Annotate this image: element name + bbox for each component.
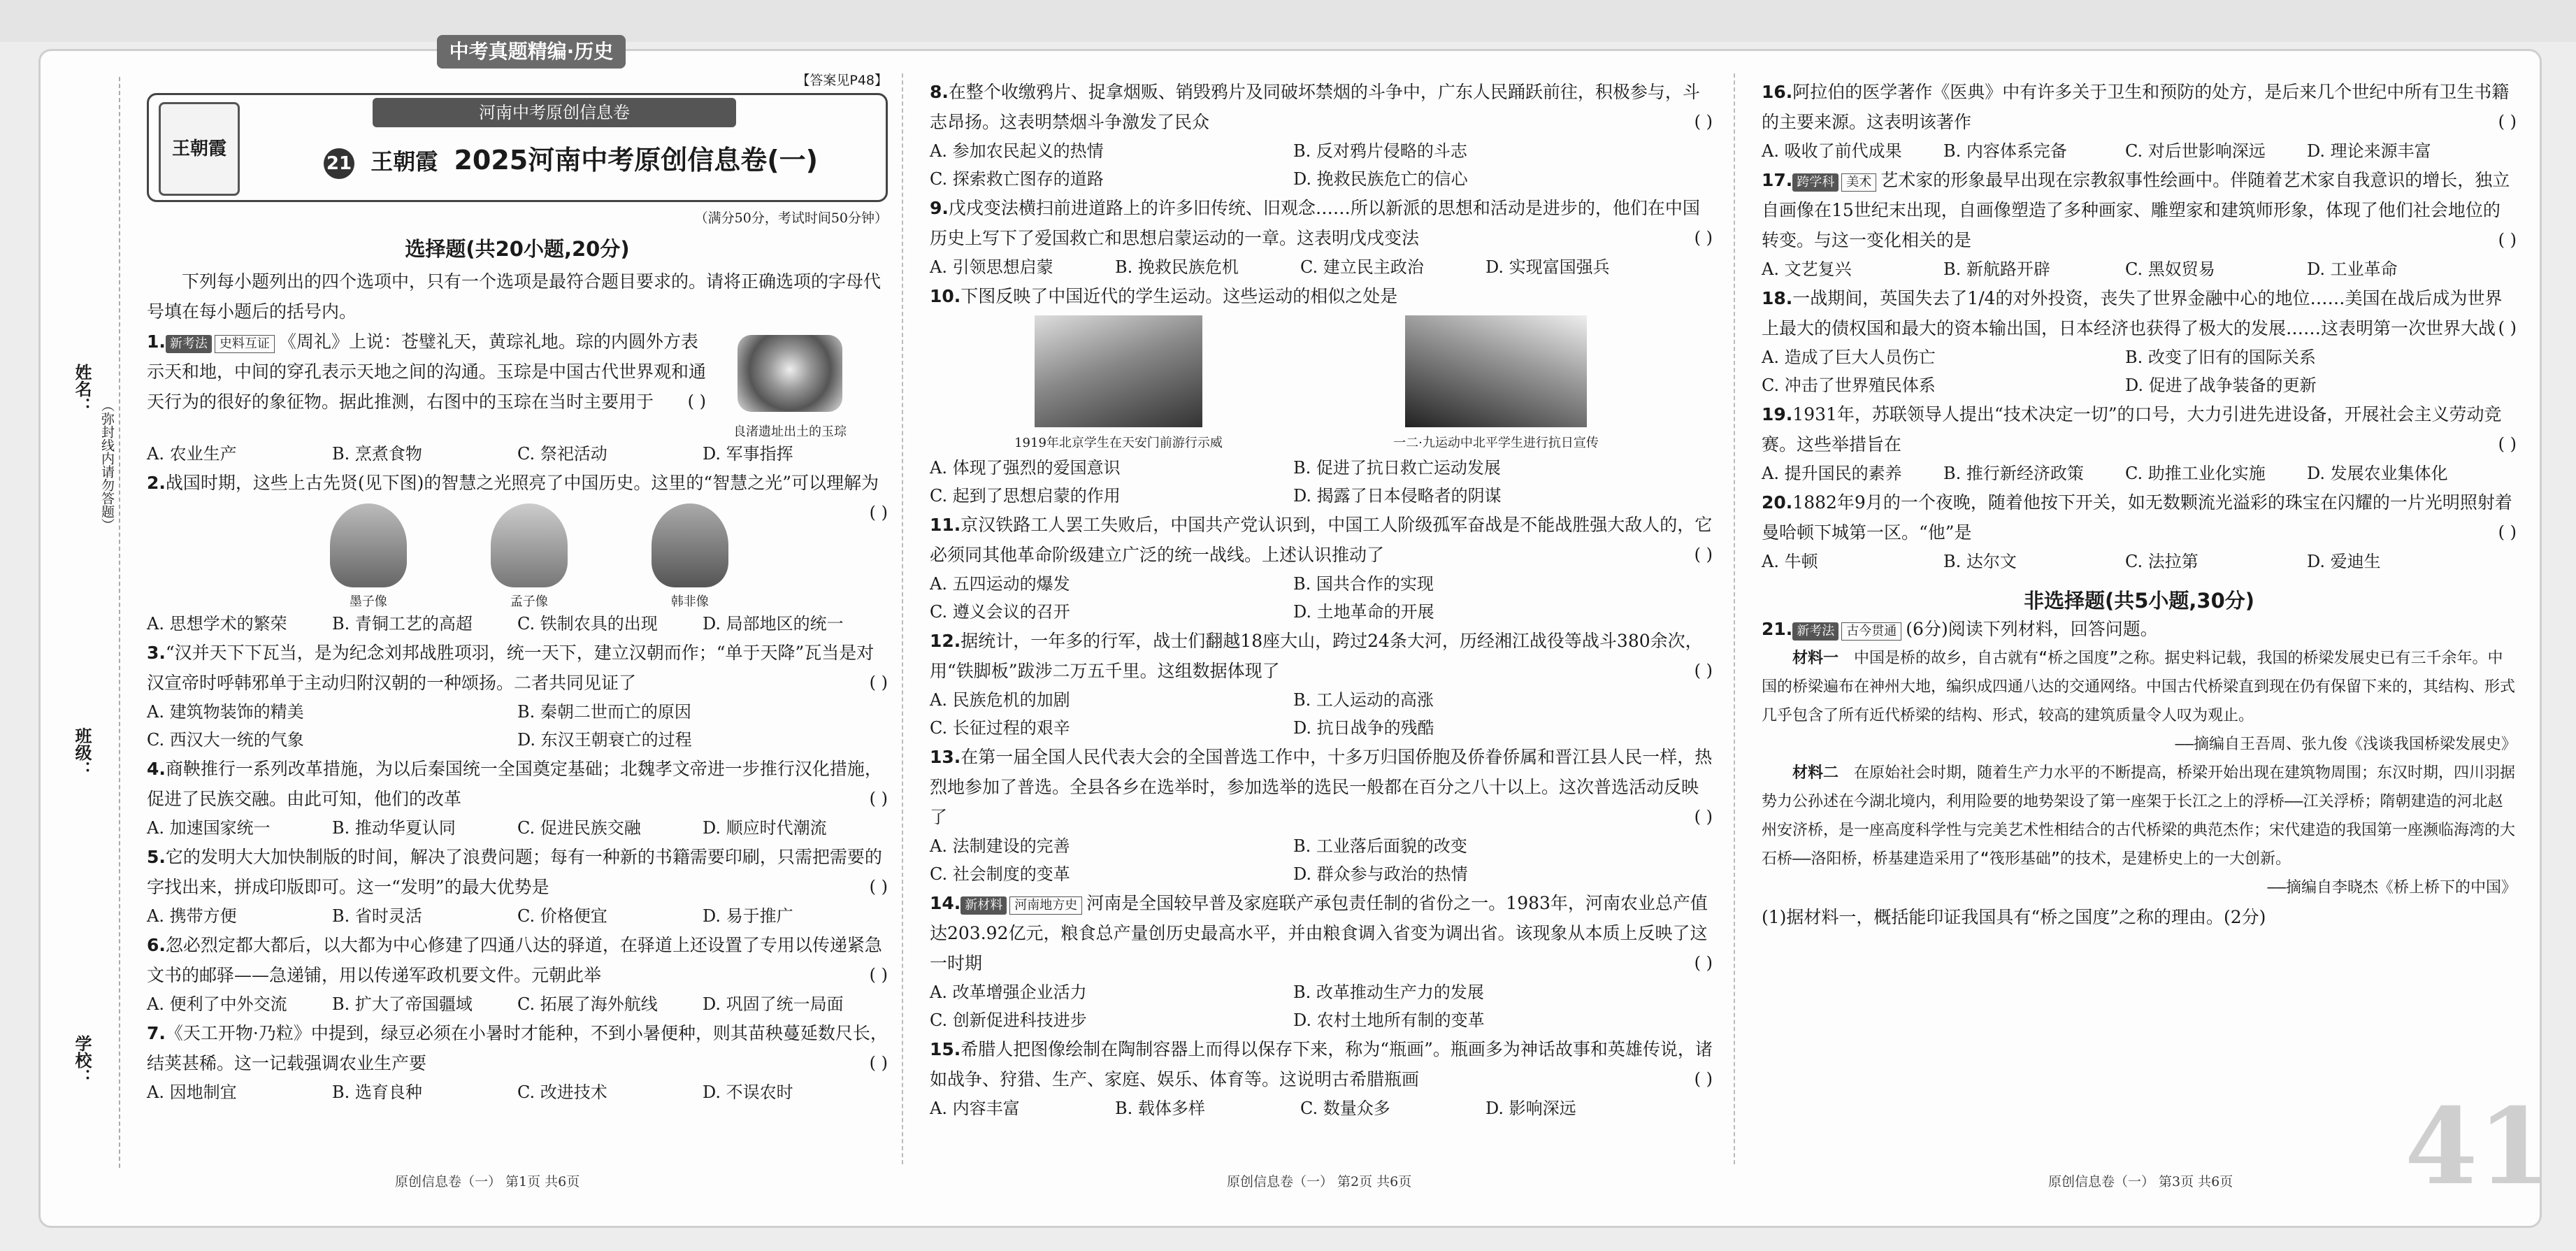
q5-number: 5. (147, 847, 166, 867)
q18-answer-blank[interactable]: ( ) (2498, 318, 2517, 338)
q20-number: 20. (1762, 492, 1793, 513)
q18-option-b[interactable]: B. 改变了旧有的国际关系 (2125, 348, 2316, 367)
material-2-source: ——摘编自李晓杰《桥上桥下的中国》 (2267, 879, 2517, 896)
material-2-text: 在原始社会时期，随着生产力水平的不断提高，桥梁开始出现在建筑物周围；东汉时期，四川羽据势力公孙述在今湖北境内，利用险要的地势架设了第一座架于长江之上的浮桥——江关浮桥；隋朝建造的河北赵州安济桥，是一座高度科学性与完美艺术性相结合的古代桥梁的典范杰作；宋代建造的我国第一座濒临海湾的大石桥——洛阳桥，桥基建造采用了“筏形基础”的技术，是建桥史上的一大创新。 (1762, 764, 2516, 868)
q17-option-d[interactable]: D. 工业革命 (2307, 259, 2398, 279)
q19-answer-blank[interactable]: ( ) (2498, 434, 2517, 454)
q12-text: 据统计，一年多的行军，战士们翻越18座大山，跨过24条大河，历经湘江战役等战斗380余次，用“铁脚板”跋涉二万五千里。这组数据体现了 (930, 631, 1703, 681)
school-label: 学校： (72, 1035, 92, 1085)
q1-option-b[interactable]: B. 烹煮食物 (332, 444, 422, 464)
q9-option-c[interactable]: C. 建立民主政治 (1300, 257, 1424, 277)
q4-option-b[interactable]: B. 推动华夏认同 (332, 818, 456, 838)
q19-option-a[interactable]: A. 提升国民的素养 (1762, 464, 1902, 483)
seal-line (119, 77, 120, 1168)
mencius-caption: 孟子像 (510, 594, 548, 609)
q3-options-row1 (147, 698, 888, 726)
q3-number: 3. (147, 643, 166, 663)
q10-number: 10. (930, 286, 961, 306)
q14-option-d[interactable]: D. 农村土地所有制的变革 (1293, 1010, 1485, 1030)
q3-text: “汉并天下下瓦当，是为纪念刘邦战胜项羽，统一天下，建立汉朝而作；“单于天降”瓦当是对汉宣帝时呼韩邪单于主动归附汉朝的一种颂扬。二者共同见证了 (147, 643, 875, 693)
q8-option-a[interactable]: A. 参加农民起义的热情 (930, 141, 1104, 161)
q1-answer-blank[interactable]: ( ) (687, 392, 706, 411)
q18-option-a[interactable]: A. 造成了巨大人员伤亡 (1762, 348, 1936, 367)
q2-options (147, 610, 888, 638)
class-label: 班级： (72, 727, 92, 778)
q16-number: 16. (1762, 82, 1793, 102)
q15-options (930, 1094, 1713, 1122)
q20-option-b[interactable]: B. 达尔文 (1943, 552, 2017, 571)
q8-option-d[interactable]: D. 挽救民族危亡的信心 (1293, 169, 1468, 189)
exam-note: （满分50分，考试时间50分钟） (694, 210, 888, 226)
q13-options-row2 (930, 860, 1713, 888)
q15-option-b[interactable]: B. 载体多样 (1115, 1099, 1205, 1118)
q5-option-b[interactable]: B. 省时灵活 (332, 906, 422, 926)
q8-option-c[interactable]: C. 探索救亡图存的道路 (930, 169, 1104, 189)
q14-tag-local: 河南地方史 (1009, 896, 1082, 915)
footer-page-3: 原创信息卷（一） 第3页 共6页 (2048, 1174, 2233, 1189)
q9-option-a[interactable]: A. 引领思想启蒙 (930, 257, 1053, 277)
q8-number: 8. (930, 82, 949, 102)
question-4 (147, 754, 888, 814)
q9-options (930, 253, 1713, 281)
question-5 (147, 842, 888, 902)
question-9 (930, 193, 1713, 253)
column-2 (930, 77, 1713, 1122)
q8-text: 在整个收缴鸦片、捉拿烟贩、销毁鸦片及同破坏禁烟的斗争中，广东人民踊跃前往，积极参与，斗志昂扬。这表明禁烟斗争激发了民众 (930, 82, 1700, 132)
material-1-text: 中国是桥的故乡，自古就有“桥之国度”之称。据史料记载，我国的桥梁发展史已有三千余年。中国的桥梁遍布在神州大地，编织成四通八达的交通网络。中国古代桥梁直到现在仍有保留下来的，其结构、形式几乎包含了所有近代桥梁的结构、形式，较高的建筑质量令人叹为观止。 (1762, 650, 2516, 724)
q7-option-d[interactable]: D. 不误农时 (703, 1082, 793, 1102)
q1-caption: 良渚遗址出土的玉琮 (733, 424, 847, 439)
question-8 (930, 77, 1713, 137)
q13-answer-blank[interactable]: ( ) (1694, 807, 1713, 827)
answer-ref: 【答案见P48】 (796, 73, 888, 88)
name-label: 姓名： (72, 364, 92, 414)
q2-option-a[interactable]: A. 思想学术的繁荣 (147, 614, 287, 634)
q20-option-c[interactable]: C. 法拉第 (2125, 552, 2199, 571)
q9-answer-blank[interactable]: ( ) (1694, 228, 1713, 248)
q21-text: (6分)阅读下列材料，回答问题。 (1906, 619, 2158, 639)
q10-option-c[interactable]: C. 起到了思想启蒙的作用 (930, 486, 1121, 506)
q17-options (1762, 255, 2517, 283)
question-2 (147, 468, 888, 522)
top-band (0, 0, 2576, 42)
q7-text: 《天工开物·乃粒》中提到，绿豆必须在小暑时才能种，不到小暑便种，则其苗秧蔓延数尺长，结荚甚稀。这一记载强调农业生产要 (147, 1023, 888, 1073)
title-block (147, 93, 888, 202)
section-1-intro: 下列每小题列出的四个选项中，只有一个选项是最符合题目要求的。请将正确选项的字母代号填在每小题后的括号内。 (147, 271, 882, 322)
q21-tag-new: 新考法 (1792, 622, 1839, 641)
may-fourth-photo (1035, 315, 1202, 427)
q19-option-d[interactable]: D. 发展农业集体化 (2307, 464, 2448, 483)
q13-option-c[interactable]: C. 社会制度的变革 (930, 864, 1070, 884)
q18-text: 一战期间，英国失去了1/4的对外投资，丧失了世界金融中心的地位……美国在战后成为世界上最大的债权国和最大的资本输出国，日本经济也获得了极大的发展……这表明第一次世界大战 (1762, 288, 2503, 338)
footer-page-2: 原创信息卷（一） 第2页 共6页 (1227, 1174, 1412, 1189)
q16-option-a[interactable]: A. 吸收了前代成果 (1762, 141, 1902, 161)
q10-caption-1: 1919年北京学生在天安门前游行示威 (1014, 436, 1223, 450)
q10-option-b[interactable]: B. 促进了抗日救亡运动发展 (1293, 458, 1501, 478)
q11-answer-blank[interactable]: ( ) (1694, 545, 1713, 564)
q1-option-c[interactable]: C. 祭祀活动 (517, 444, 607, 464)
q2-option-c[interactable]: C. 铁制农具的出现 (517, 614, 658, 634)
q9-option-d[interactable]: D. 实现富国强兵 (1485, 257, 1610, 277)
q12-number: 12. (930, 631, 961, 651)
q20-option-d[interactable]: D. 爱迪生 (2307, 552, 2381, 571)
q4-options (147, 814, 888, 842)
q14-answer-blank[interactable]: ( ) (1694, 953, 1713, 973)
q21-number: 21. (1762, 619, 1793, 639)
q17-option-c[interactable]: C. 黑奴贸易 (2125, 259, 2215, 279)
q14-tag-new: 新材料 (960, 896, 1007, 915)
q8-option-b[interactable]: B. 反对鸦片侵略的斗志 (1293, 141, 1467, 161)
q17-text: 艺术家的形象最早出现在宗教叙事性绘画中。伴随着艺术家自我意识的增长，独立自画像在15世纪末出现，自画像塑造了多种画家、雕塑家和建筑师形象，体现了他们社会地位的转变。与这一变化相关的是 (1762, 170, 2510, 250)
question-11 (930, 510, 1713, 570)
section-2-heading: 非选择题(共5小题,30分) (2023, 589, 2255, 613)
q15-number: 15. (930, 1039, 961, 1059)
q3-option-b[interactable]: B. 秦朝二世而亡的原因 (517, 702, 691, 722)
q17-option-a[interactable]: A. 文艺复兴 (1762, 259, 1852, 279)
q10-options-row2 (930, 482, 1713, 510)
q11-text: 京汉铁路工人罢工失败后，中国共产党认识到，中国工人阶级孤军奋战是不能战胜强大敌人的，它必须同其他革命阶级建立广泛的统一战线。上述认识推动了 (930, 515, 1713, 565)
q10-photos (972, 315, 1713, 451)
q11-option-b[interactable]: B. 国共合作的实现 (1293, 574, 1434, 594)
brand-text: 王朝霞 (370, 148, 438, 175)
q21-sub-question-1: (1)据材料一，概括能印证我国具有“桥之国度”之称的理由。(2分) (1762, 907, 2266, 927)
hanfei-caption: 韩非像 (670, 594, 709, 609)
column-1 (147, 70, 888, 1106)
jade-cong-image (737, 335, 842, 412)
q17-option-b[interactable]: B. 新航路开辟 (1943, 259, 2050, 279)
column-divider-1 (902, 73, 903, 1164)
q4-option-d[interactable]: D. 顺应时代潮流 (703, 818, 827, 838)
q7-option-c[interactable]: C. 改进技术 (517, 1082, 607, 1102)
q1-option-d[interactable]: D. 军事指挥 (703, 444, 793, 464)
q5-answer-blank[interactable]: ( ) (869, 877, 888, 896)
column-3 (1762, 77, 2517, 932)
q3-option-d[interactable]: D. 东汉王朝衰亡的过程 (517, 730, 692, 750)
q17-answer-blank[interactable]: ( ) (2498, 230, 2517, 250)
q18-option-d[interactable]: D. 促进了战争装备的更新 (2125, 376, 2317, 395)
q16-option-d[interactable]: D. 理论来源丰富 (2307, 141, 2431, 161)
exam-title: 2025河南中考原创信息卷(一) (454, 145, 818, 176)
q3-options-row2 (147, 726, 888, 754)
q5-option-a[interactable]: A. 携带方便 (147, 906, 237, 926)
q20-option-a[interactable]: A. 牛顿 (1762, 552, 1818, 571)
q2-answer-blank[interactable]: ( ) (869, 503, 888, 522)
q19-option-c[interactable]: C. 助推工业化实施 (2125, 464, 2266, 483)
q6-option-d[interactable]: D. 巩固了统一局面 (703, 994, 844, 1014)
q1-number: 1. (147, 331, 166, 352)
footer-page-1: 原创信息卷（一） 第1页 共6页 (395, 1174, 580, 1189)
q15-option-a[interactable]: A. 内容丰富 (930, 1099, 1020, 1118)
question-17 (1762, 165, 2517, 255)
q8-options-row1 (930, 137, 1713, 165)
material-1-label: 材料一 (1792, 650, 1839, 667)
q16-option-b[interactable]: B. 内容体系完备 (1943, 141, 2067, 161)
q6-number: 6. (147, 935, 166, 955)
q7-options (147, 1078, 888, 1106)
q12-option-d[interactable]: D. 抗日战争的残酷 (1293, 718, 1434, 738)
q6-option-b[interactable]: B. 扩大了帝国疆域 (332, 994, 473, 1014)
q15-text: 希腊人把图像绘制在陶制容器上而得以保存下来，称为“瓶画”。瓶画多为神话故事和英雄传说，诸如战争、狩猎、生产、家庭、娱乐、体育等。这说明古希腊瓶画 (930, 1039, 1713, 1089)
mozi-portrait (330, 503, 407, 587)
q18-options-row2 (1762, 371, 2517, 399)
q18-option-c[interactable]: C. 冲击了世界殖民体系 (1762, 376, 1936, 395)
q10-text: 下图反映了中国近代的学生运动。这些运动的相似之处是 (960, 286, 1398, 306)
question-7 (147, 1018, 888, 1078)
q3-answer-blank[interactable]: ( ) (869, 673, 888, 692)
material-1 (1762, 644, 2517, 730)
question-1 (147, 327, 888, 440)
question-6 (147, 930, 888, 990)
header-banner: 中考真题精编·历史 (437, 35, 626, 69)
q6-text: 忽必烈定都大都后，以大都为中心修建了四通八达的驿道，在驿道上还设置了专用以传递紧急文书的邮驿——急递铺，用以传递军政机要文件。元朝此举 (147, 935, 882, 985)
q15-answer-blank[interactable]: ( ) (1694, 1069, 1713, 1089)
q14-option-a[interactable]: A. 改革增强企业活力 (930, 982, 1087, 1002)
q13-options-row1 (930, 832, 1713, 860)
q10-caption-2: 一二·九运动中北平学生进行抗日宣传 (1393, 436, 1599, 450)
question-18 (1762, 283, 2517, 343)
q5-option-d[interactable]: D. 易于推广 (703, 906, 793, 926)
exam-number: 21 (324, 148, 354, 179)
q12-option-a[interactable]: A. 民族危机的加剧 (930, 690, 1070, 710)
material-2-label: 材料二 (1792, 764, 1839, 782)
question-3 (147, 638, 888, 698)
q13-option-a[interactable]: A. 法制建设的完善 (930, 836, 1070, 856)
q4-text: 商鞅推行一系列改革措施，为以后秦国统一全国奠定基础；北魏孝文帝进一步推行汉化措施，促进了民族交融。由此可知，他们的改革 (147, 759, 882, 809)
q11-option-d[interactable]: D. 土地革命的开展 (1293, 602, 1434, 622)
q6-option-c[interactable]: C. 拓展了海外航线 (517, 994, 658, 1014)
q18-number: 18. (1762, 288, 1793, 308)
q1-option-a[interactable]: A. 农业生产 (147, 444, 237, 464)
q16-answer-blank[interactable]: ( ) (2498, 112, 2517, 131)
q19-text: 1931年，苏联领导人提出“技术决定一切”的口号，大力引进先进设备，开展社会主义劳动竞赛。这些举措旨在 (1762, 404, 2502, 455)
question-12 (930, 626, 1713, 686)
q12-options-row2 (930, 714, 1713, 742)
q4-option-a[interactable]: A. 加速国家统一 (147, 818, 271, 838)
q14-options-row1 (930, 978, 1713, 1006)
q3-option-c[interactable]: C. 西汉大一统的气象 (147, 730, 304, 750)
q8-options-row2 (930, 165, 1713, 193)
mencius-portrait (491, 503, 568, 587)
q5-option-c[interactable]: C. 价格便宜 (517, 906, 607, 926)
q20-text: 1882年9月的一个夜晚，随着他按下开关，如无数颗流光溢彩的珠宝在闪耀的一片光明照射着曼哈顿下城第一区。“他”是 (1762, 492, 2512, 543)
q11-option-a[interactable]: A. 五四运动的爆发 (930, 574, 1070, 594)
q17-tag-art: 美术 (1841, 173, 1876, 192)
q11-options-row1 (930, 570, 1713, 598)
q15-option-d[interactable]: D. 影响深远 (1485, 1099, 1576, 1118)
q14-text: 河南是全国较早普及家庭联产承包责任制的省份之一。1983年，河南农业总产值达203.92亿元，粮食总产量创历史最高水平，并由粮食调入省变为调出省。该现象从本质上反映了这一时期 (930, 893, 1708, 973)
material-1-source: ——摘编自王吾周、张九俊《浅谈我国桥梁发展史》 (2175, 736, 2517, 753)
q20-answer-blank[interactable]: ( ) (2498, 522, 2517, 542)
q1-tag-source: 史料互证 (215, 335, 275, 353)
question-15 (930, 1034, 1713, 1094)
q14-option-b[interactable]: B. 改革推动生产力的发展 (1293, 982, 1484, 1002)
q2-number: 2. (147, 473, 166, 493)
q12-option-c[interactable]: C. 长征过程的艰辛 (930, 718, 1070, 738)
q13-number: 13. (930, 747, 961, 767)
q10-option-d[interactable]: D. 揭露了日本侵略者的阴谋 (1293, 486, 1502, 506)
q6-options (147, 990, 888, 1018)
question-13 (930, 742, 1713, 832)
q3-option-a[interactable]: A. 建筑物装饰的精美 (147, 702, 304, 722)
q1-tag-new: 新考法 (166, 335, 212, 353)
q13-option-d[interactable]: D. 群众参与政治的热情 (1293, 864, 1468, 884)
q8-answer-blank[interactable]: ( ) (1694, 112, 1713, 131)
q10-options-row1 (930, 454, 1713, 482)
q4-number: 4. (147, 759, 166, 779)
q16-option-c[interactable]: C. 对后世影响深远 (2125, 141, 2266, 161)
q7-option-b[interactable]: B. 选育良种 (332, 1082, 422, 1102)
seal-notice: （弥封线内请勿答题） (99, 399, 115, 531)
q18-options-row1 (1762, 343, 2517, 371)
subtitle: 河南中考原创信息卷 (373, 98, 736, 127)
q11-options-row2 (930, 598, 1713, 626)
q5-options (147, 902, 888, 930)
q11-option-c[interactable]: C. 遵义会议的召开 (930, 602, 1070, 622)
q2-portraits (189, 503, 870, 610)
q4-option-c[interactable]: C. 促进民族交融 (517, 818, 641, 838)
q9-option-b[interactable]: B. 挽救民族危机 (1115, 257, 1239, 277)
q17-number: 17. (1762, 170, 1793, 190)
q2-text: 战国时期，这些上古先贤(见下图)的智慧之光照亮了中国历史。这里的“智慧之光”可以理解为 (165, 473, 879, 493)
section-1-heading: 选择题(共20小题,20分) (405, 237, 630, 261)
question-14 (930, 888, 1713, 978)
q6-option-a[interactable]: A. 便利了中外交流 (147, 994, 287, 1014)
q17-tag-cross: 跨学科 (1792, 173, 1839, 192)
q19-number: 19. (1762, 404, 1793, 424)
q2-option-b[interactable]: B. 青铜工艺的高超 (332, 614, 473, 634)
q16-text: 阿拉伯的医学著作《医典》中有许多关于卫生和预防的处方，是后来几个世纪中所有卫生书籍的主要来源。这表明该著作 (1762, 82, 2510, 132)
question-19 (1762, 399, 2517, 459)
material-2 (1762, 759, 2517, 873)
question-20 (1762, 487, 2517, 548)
q1-text: 《周礼》上说：苍璧礼天，黄琮礼地。琮的内圆外方表示天和地，中间的穿孔表示天地之间的沟通。玉琮是中国古代世界观和通天行为的很好的象征物。据此推测，右图中的玉琮在当时主要用于 (147, 331, 707, 412)
q7-answer-blank[interactable]: ( ) (869, 1053, 888, 1073)
q11-number: 11. (930, 515, 961, 535)
exam-title-row (324, 138, 818, 179)
q4-answer-blank[interactable]: ( ) (869, 789, 888, 808)
q20-options (1762, 548, 2517, 576)
question-10 (930, 281, 1713, 311)
mozi-caption: 墨子像 (349, 594, 387, 609)
q14-number: 14. (930, 893, 961, 913)
q12-answer-blank[interactable]: ( ) (1694, 661, 1713, 680)
q21-tag-history: 古今贯通 (1841, 622, 1901, 641)
q19-option-b[interactable]: B. 推行新经济政策 (1943, 464, 2084, 483)
q14-options-row2 (930, 1006, 1713, 1034)
q1-options (147, 440, 888, 468)
question-21 (1762, 614, 2517, 644)
q16-options (1762, 137, 2517, 165)
dec-ninth-photo (1405, 315, 1587, 427)
q19-options (1762, 459, 2517, 487)
question-16 (1762, 77, 2517, 137)
page-number-watermark: 41 (2405, 1085, 2551, 1208)
column-divider-2 (1734, 73, 1735, 1164)
q14-option-c[interactable]: C. 创新促进科技进步 (930, 1010, 1087, 1030)
hanfei-portrait (652, 503, 728, 587)
q13-option-b[interactable]: B. 工业落后面貌的改变 (1293, 836, 1467, 856)
q7-option-a[interactable]: A. 因地制宜 (147, 1082, 237, 1102)
q13-text: 在第一届全国人民代表大会的全国普选工作中，十多万归国侨胞及侨眷侨属和晋江县人民一样，热烈地参加了普选。全县各乡在选举时，参加选举的选民一般都在百分之八十以上。这次普选活动反映了 (930, 747, 1713, 827)
q9-text: 戊戌变法横扫前进道路上的许多旧传统、旧观念……所以新派的思想和活动是进步的，他们在中国历史上写下了爱国救亡和思想启蒙运动的一章。这表明戊戌变法 (930, 198, 1700, 248)
brand-logo: 王朝霞 (159, 102, 240, 196)
q12-option-b[interactable]: B. 工人运动的高涨 (1293, 690, 1434, 710)
q2-option-d[interactable]: D. 局部地区的统一 (703, 614, 844, 634)
q12-options-row1 (930, 686, 1713, 714)
q15-option-c[interactable]: C. 数量众多 (1300, 1099, 1390, 1118)
q10-option-a[interactable]: A. 体现了强烈的爱国意识 (930, 458, 1121, 478)
q5-text: 它的发明大大加快制版的时间，解决了浪费问题；每有一种新的书籍需要印刷，只需把需要的字找出来，拼成印版即可。这一“发明”的最大优势是 (147, 847, 882, 897)
q6-answer-blank[interactable]: ( ) (869, 965, 888, 985)
q9-number: 9. (930, 198, 949, 218)
q7-number: 7. (147, 1023, 166, 1043)
